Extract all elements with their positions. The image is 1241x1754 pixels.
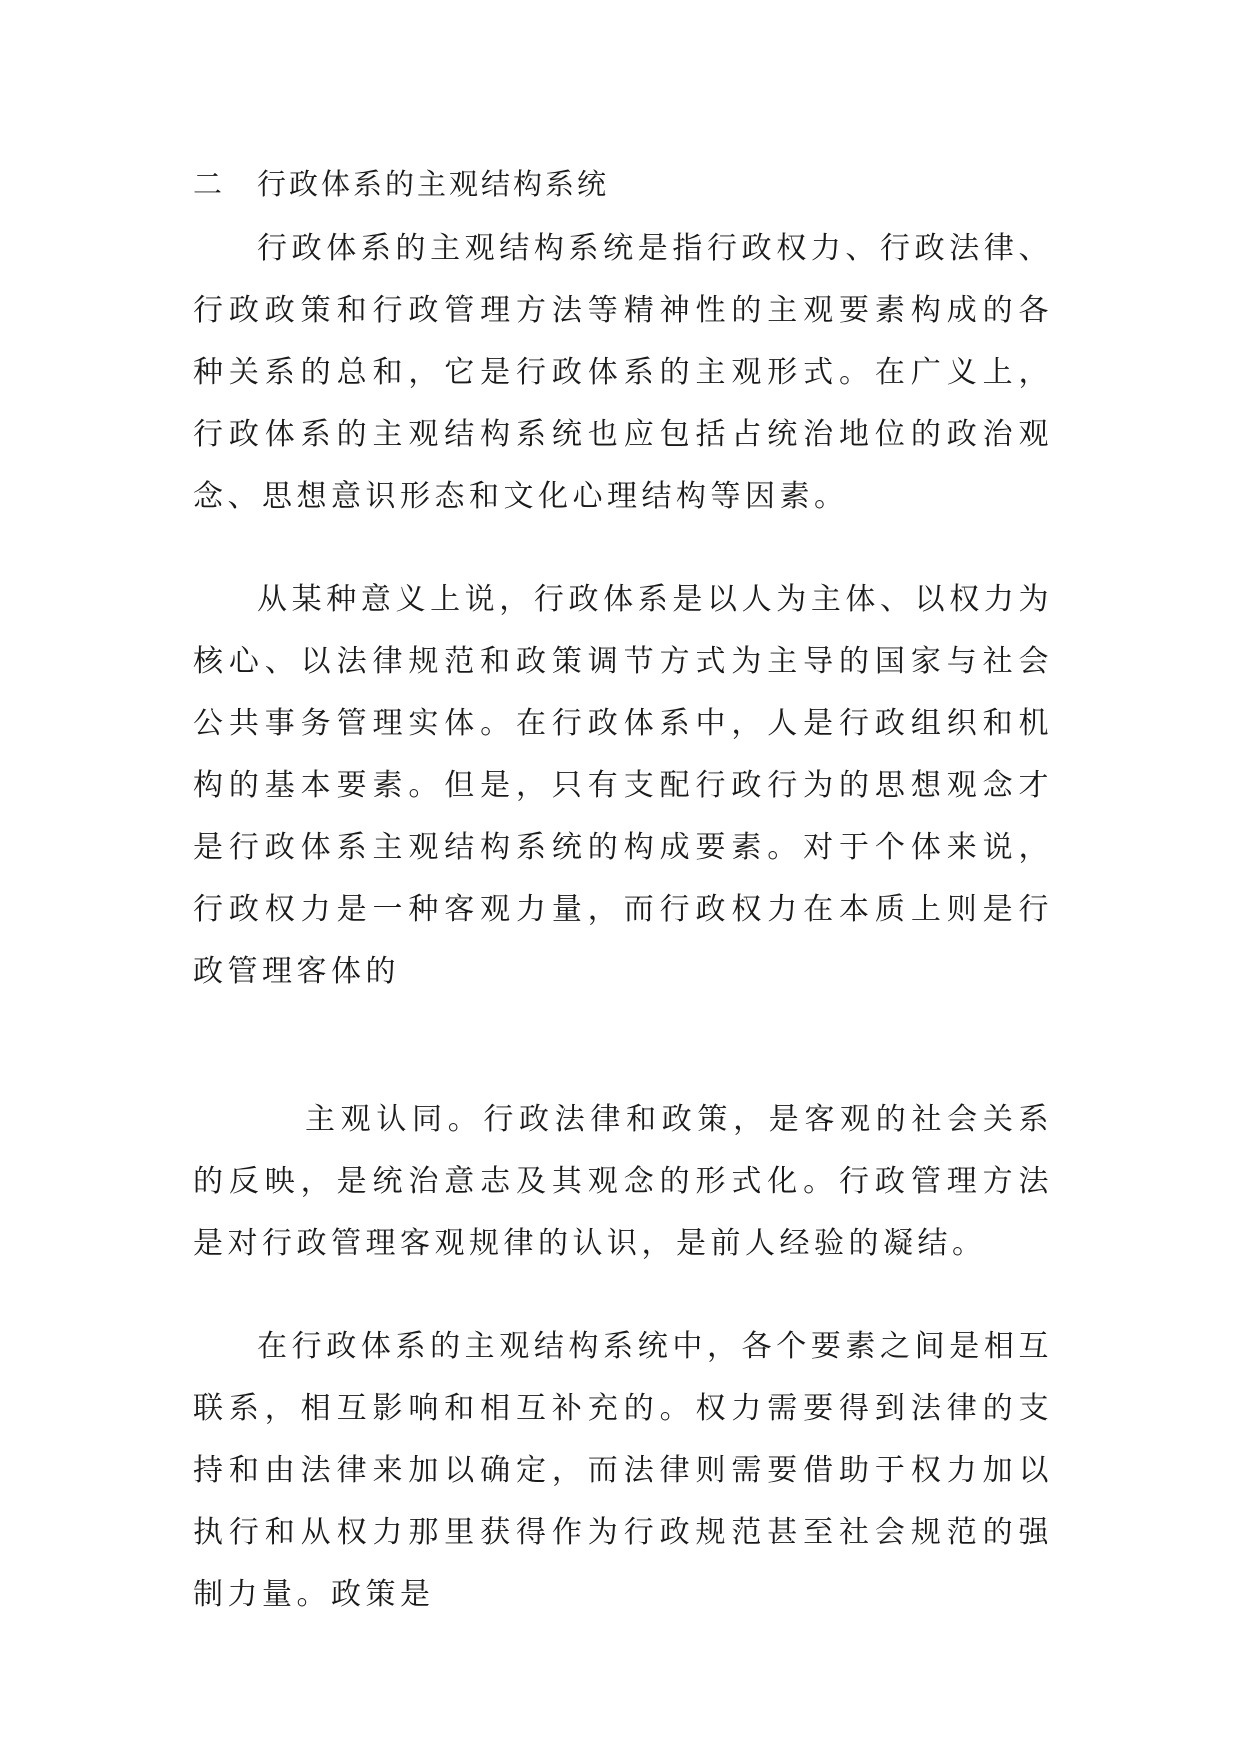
paragraph-4: 在行政体系的主观结构系统中，各个要素之间是相互联系，相互影响和相互补充的。权力需要得到法律的支持和由法律来加以确定，而法律则需要借助于权力加以执行和从权力那里获得作为行政规范甚至社会规范的强制力量。政策是: [193, 1329, 1053, 1612]
section-heading: [193, 164, 609, 204]
section-title: 行政体系的主观结构系统: [257, 167, 610, 201]
paragraph-1: 行政体系的主观结构系统是指行政权力、行政法律、行政政策和行政管理方法等精神性的主观要素构成的各种关系的总和，它是行政体系的主观形式。在广义上，行政体系的主观结构系统也应包括占统治地位的政治观念、思想意识形态和文化心理结构等因素。: [193, 231, 1053, 514]
section-number: 二: [193, 167, 226, 201]
paragraph-2: 从某种意义上说，行政体系是以人为主体、以权力为核心、以法律规范和政策调节方式为主导的国家与社会公共事务管理实体。在行政体系中，人是行政组织和机构的基本要素。但是，只有支配行政行为的思想观念才是行政体系主观结构系统的构成要素。对于个体来说，行政权力是一种客观力量，而行政权力在本质上则是行政管理客体的: [193, 582, 1053, 989]
paragraph-3: 主观认同。行政法律和政策，是客观的社会关系的反映，是统治意志及其观念的形式化。行政管理方法是对行政管理客观规律的认识，是前人经验的凝结。: [193, 1102, 1053, 1261]
